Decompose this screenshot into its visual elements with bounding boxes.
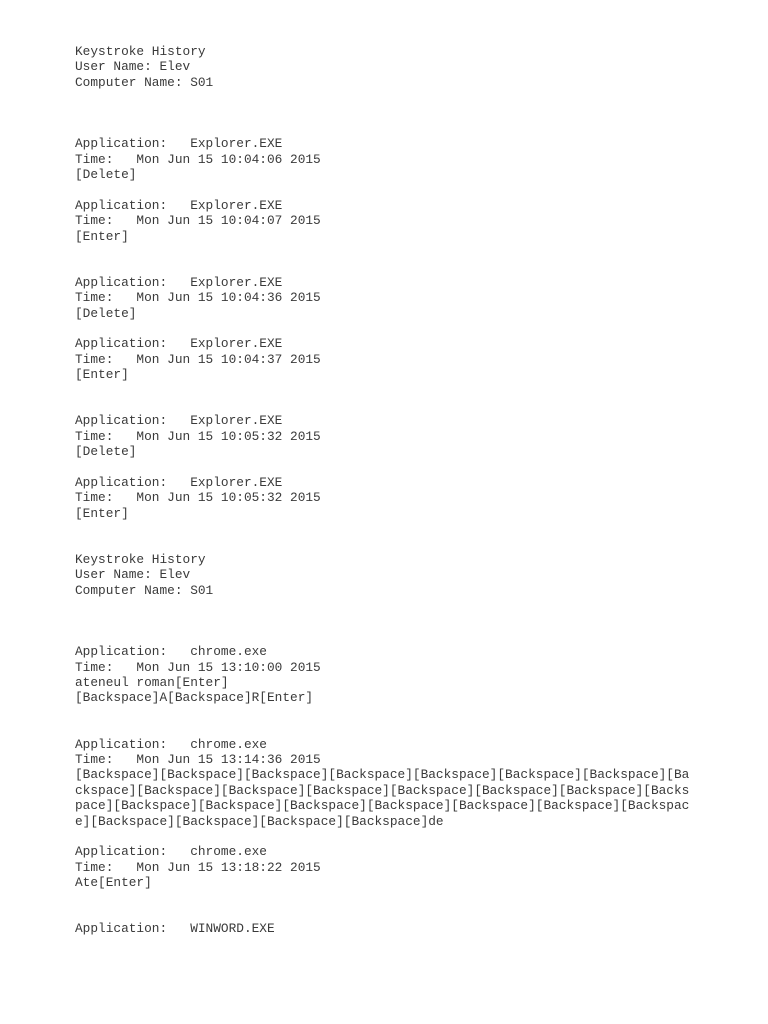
log-entry xyxy=(75,336,755,382)
log-line: Time: Mon Jun 15 13:14:36 2015 xyxy=(75,752,321,768)
log-line: Keystroke History xyxy=(75,551,206,567)
blank-spacer xyxy=(75,829,755,844)
log-line: Application: chrome.exe xyxy=(75,644,267,660)
log-line: Application: chrome.exe xyxy=(75,736,267,752)
log-line: [Delete] xyxy=(75,305,137,321)
log-line: User Name: Elev xyxy=(75,567,191,583)
log-line: Application: Explorer.EXE xyxy=(75,474,283,490)
log-entry xyxy=(75,275,755,321)
log-line: [Enter] xyxy=(75,367,129,383)
blank-spacer xyxy=(75,383,755,414)
log-line: Application: Explorer.EXE xyxy=(75,413,283,429)
log-line: [Enter] xyxy=(75,505,129,521)
log-line: Time: Mon Jun 15 10:04:06 2015 xyxy=(75,151,321,167)
blank-spacer xyxy=(75,521,755,552)
log-line: Computer Name: S01 xyxy=(75,582,214,598)
blank-spacer xyxy=(75,183,755,198)
log-line: Application: Explorer.EXE xyxy=(75,274,283,290)
log-entry xyxy=(75,136,755,182)
log-line: Time: Mon Jun 15 13:18:22 2015 xyxy=(75,859,321,875)
blank-spacer xyxy=(75,891,755,922)
log-line: ckspace][Backspace][Backspace][Backspace][Backspace][Backspace][Backspace][Backs xyxy=(75,782,690,798)
log-line: [Backspace][Backspace][Backspace][Backspace][Backspace][Backspace][Backspace][Ba xyxy=(75,767,690,783)
blank-spacer xyxy=(75,598,755,644)
log-line: ateneul roman[Enter] xyxy=(75,675,229,691)
log-entry xyxy=(75,198,755,244)
log-entry xyxy=(75,413,755,459)
log-line: Computer Name: S01 xyxy=(75,74,214,90)
log-line: Time: Mon Jun 15 10:05:32 2015 xyxy=(75,490,321,506)
log-line: Time: Mon Jun 15 13:10:00 2015 xyxy=(75,659,321,675)
log-line: pace][Backspace][Backspace][Backspace][Backspace][Backspace][Backspace][Backspac xyxy=(75,798,690,814)
log-entry xyxy=(75,644,755,706)
log-line: Application: Explorer.EXE xyxy=(75,336,283,352)
log-line: [Backspace]A[Backspace]R[Enter] xyxy=(75,690,314,706)
log-entry xyxy=(75,844,755,890)
keystroke-log-document xyxy=(75,44,755,937)
log-line: Time: Mon Jun 15 10:04:37 2015 xyxy=(75,351,321,367)
log-line: Application: WINWORD.EXE xyxy=(75,921,275,937)
blank-spacer xyxy=(75,90,755,136)
log-line: Keystroke History xyxy=(75,44,206,59)
log-entry xyxy=(75,737,755,829)
log-entry xyxy=(75,921,755,936)
blank-spacer xyxy=(75,244,755,275)
log-line: Time: Mon Jun 15 10:05:32 2015 xyxy=(75,428,321,444)
log-line: Time: Mon Jun 15 10:04:07 2015 xyxy=(75,213,321,229)
log-line: [Enter] xyxy=(75,228,129,244)
log-line: Application: Explorer.EXE xyxy=(75,197,283,213)
log-line: e][Backspace][Backspace][Backspace][Backspace]de xyxy=(75,813,444,829)
log-line: User Name: Elev xyxy=(75,59,191,75)
log-line: Application: chrome.exe xyxy=(75,844,267,860)
log-entry xyxy=(75,552,755,598)
log-line: Application: Explorer.EXE xyxy=(75,136,283,152)
blank-spacer xyxy=(75,706,755,737)
log-line: Time: Mon Jun 15 10:04:36 2015 xyxy=(75,290,321,306)
log-entry xyxy=(75,44,755,90)
blank-spacer xyxy=(75,460,755,475)
blank-spacer xyxy=(75,321,755,336)
log-line: Ate[Enter] xyxy=(75,875,152,891)
log-line: [Delete] xyxy=(75,444,137,460)
log-entry xyxy=(75,475,755,521)
log-line: [Delete] xyxy=(75,167,137,183)
